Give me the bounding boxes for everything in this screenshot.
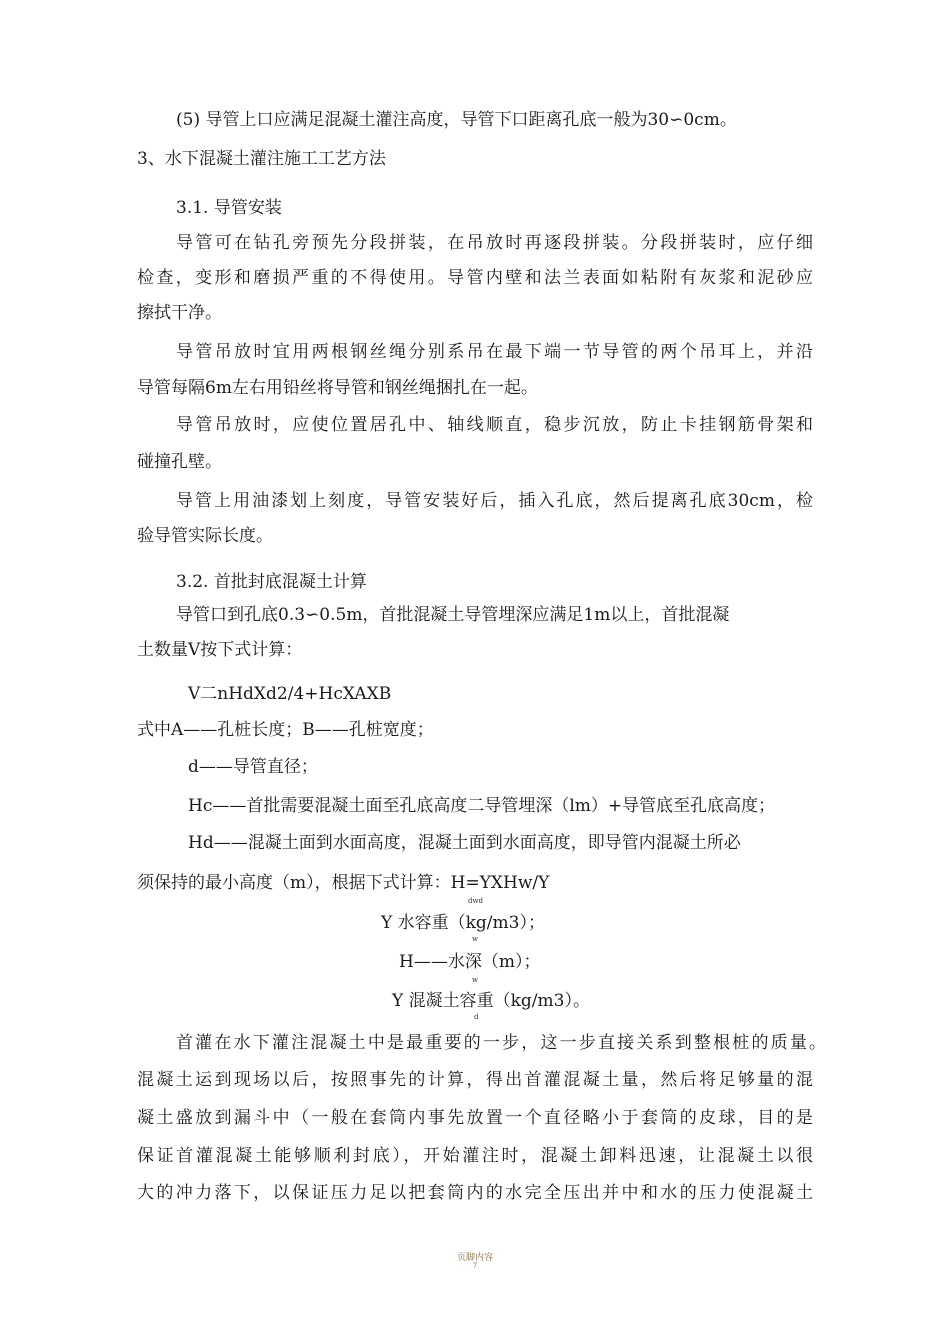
paragraph-line: 验导管实际长度。 [137,526,273,546]
paragraph-line: 凝土盛放到漏斗中（一般在套筒内事先放置一个直径略小于套筒的皮球，目的是 [137,1108,813,1128]
subscript: w [472,935,478,943]
paragraph-line: (5) 导管上口应满足混凝土灌注高度，导管下口距离孔底一般为30∽0cm。 [176,110,737,130]
section-heading: 3、水下混凝土灌注施工工艺方法 [137,149,386,169]
subscript: d [474,1013,479,1021]
subscript: w [472,976,478,984]
subsection-heading: 3.1. 导管安装 [176,198,282,218]
footer-page-number: 7 [472,1262,478,1270]
paragraph-line: 检查，变形和磨损严重的不得使用。导管内壁和法兰表面如粘附有灰浆和泥砂应 [137,268,813,288]
footer-label: 页脚内容 [456,1253,493,1263]
paragraph-line: 导管可在钻孔旁预先分段拼装，在吊放时再逐段拼装。分段拼装时，应仔细 [176,233,813,253]
paragraph-line: 导管每隔6m左右用铅丝将导管和钢丝绳捆扎在一起。 [137,378,538,398]
subscript: dwd [468,897,483,905]
subsection-heading: 3.2. 首批封底混凝土计算 [176,572,367,592]
paragraph-line: 擦拭干净。 [137,303,222,323]
paragraph-line: 导管口到孔底0.3∽0.5m，首批混凝土导管埋深应满足1m以上，首批混凝 [176,605,730,625]
paragraph-line: Hc——首批需要混凝土面至孔底高度二导管埋深（lm）+导管底至孔底高度； [188,796,776,816]
paragraph-line: d——导管直径； [188,757,318,777]
paragraph-line: 式中A——孔桩长度；B——孔桩宽度； [137,720,434,740]
paragraph-line: 导管吊放时，应使位置居孔中、轴线顺直，稳步沉放，防止卡挂钢筋骨架和 [176,415,813,435]
paragraph-line: 混凝土运到现场以后，按照事先的计算，得出首灌混凝土量，然后将足够量的混 [137,1070,813,1090]
formula: V二nHdXd2/4+HcXAXB [188,684,392,704]
paragraph-line: Hd——混凝土面到水面高度，混凝土面到水面高度，即导管内混凝土所必 [188,833,741,853]
paragraph-line: 导管吊放时宜用两根钢丝绳分别系吊在最下端一节导管的两个吊耳上，并沿 [176,342,813,362]
paragraph-line: 须保持的最小高度（m），根据下式计算：H=YXHw/Y [137,873,550,893]
formula-definition: H——水深（m）； [399,952,541,972]
paragraph-line: 大的冲力落下，以保证压力足以把套筒内的水完全压出并中和水的压力使混凝土 [137,1183,813,1203]
paragraph-line: 导管上用油漆划上刻度，导管安装好后，插入孔底，然后提离孔底30cm，检 [176,491,813,511]
formula-definition: Y 混凝土容重（kg/m3）。 [392,991,590,1011]
paragraph-line: 土数量V按下式计算： [137,640,303,660]
formula-definition: Y 水容重（kg/m3）； [381,913,545,933]
paragraph-line: 保证首灌混凝土能够顺利封底），开始灌注时，混凝土卸料迅速，让混凝土以很 [137,1146,813,1166]
paragraph-line: 碰撞孔壁。 [137,452,222,472]
paragraph-line: 首灌在水下灌注混凝土中是最重要的一步，这一步直接关系到整根桩的质量。 [176,1033,826,1053]
